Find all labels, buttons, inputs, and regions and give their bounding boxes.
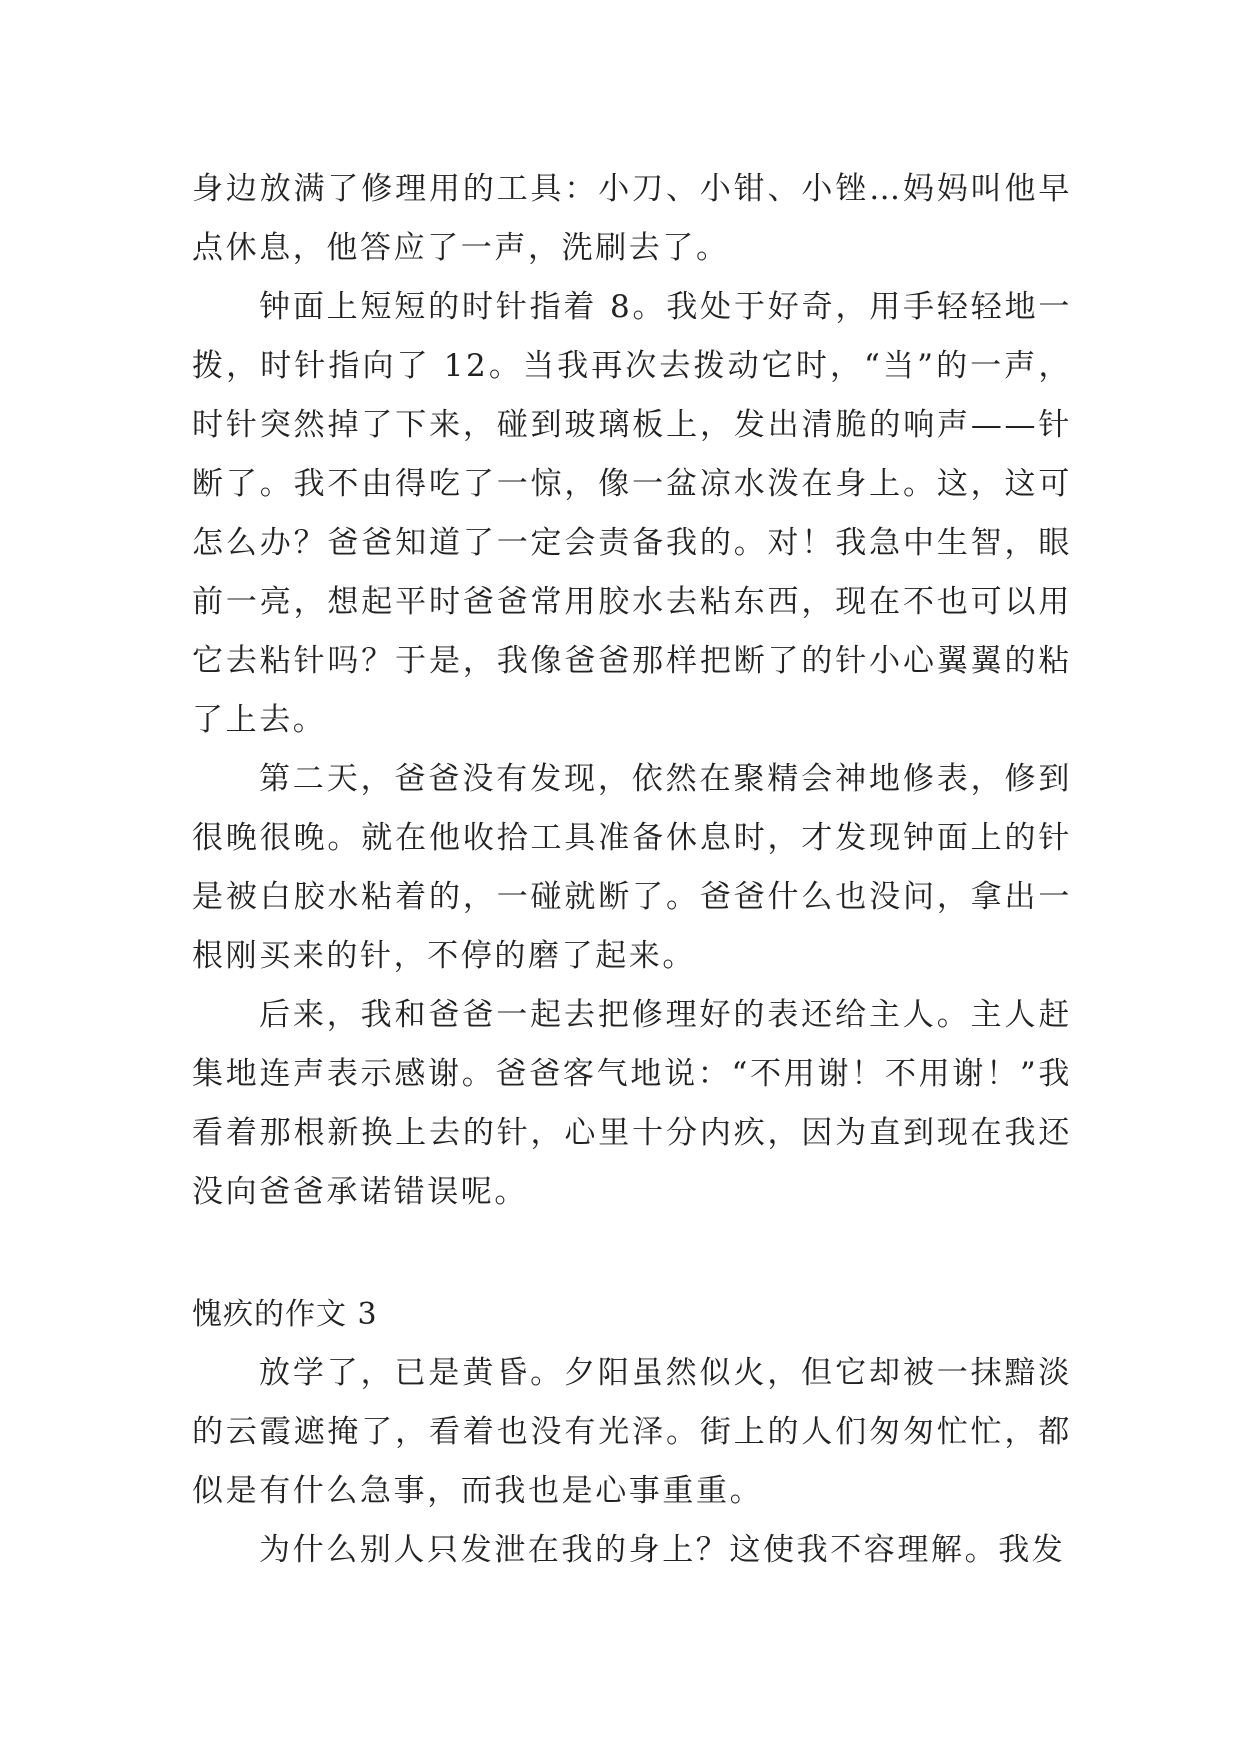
document-body	[192, 160, 1072, 1580]
paragraph: 钟面上短短的时针指着 8。我处于好奇，用手轻轻地一拨，时针指向了 12。当我再次去拨动它时，“当”的一声，时针突然掉了下来，碰到玻璃板上，发出清脆的响声——针断了。我不由得吃了一惊，像一盆凉水泼在身上。这，这可怎么办？爸爸知道了一定会责备我的。对！我急中生智，眼前一亮，想起平时爸爸常用胶水去粘东西，现在不也可以用它去粘针吗？于是，我像爸爸那样把断了的针小心翼翼的粘了上去。	[192, 289, 1072, 738]
paragraph-continuation: 身边放满了修理用的工具：小刀、小钳、小锉…妈妈叫他早点休息，他答应了一声，洗刷去了。	[192, 171, 1072, 266]
paragraph: 放学了，已是黄昏。夕阳虽然似火，但它却被一抹黯淡的云霞遮掩了，看着也没有光泽。街上的人们匆匆忙忙，都似是有什么急事，而我也是心事重重。	[192, 1355, 1072, 1509]
paragraph: 第二天，爸爸没有发现，依然在聚精会神地修表，修到很晚很晚。就在他收拾工具准备休息时，才发现钟面上的针是被白胶水粘着的，一碰就断了。爸爸什么也没问，拿出一根刚买来的针，不停的磨了起来。	[192, 761, 1072, 974]
paragraph: 后来，我和爸爸一起去把修理好的表还给主人。主人赶集地连声表示感谢。爸爸客气地说：“不用谢！不用谢！”我看着那根新换上去的针，心里十分内疚，因为直到现在我还没向爸爸承诺错误呢。	[192, 997, 1072, 1210]
paragraph: 为什么别人只发泄在我的身上？这使我不容理解。我发	[259, 1532, 1066, 1568]
section-title: 愧疚的作文 3	[192, 1297, 378, 1332]
